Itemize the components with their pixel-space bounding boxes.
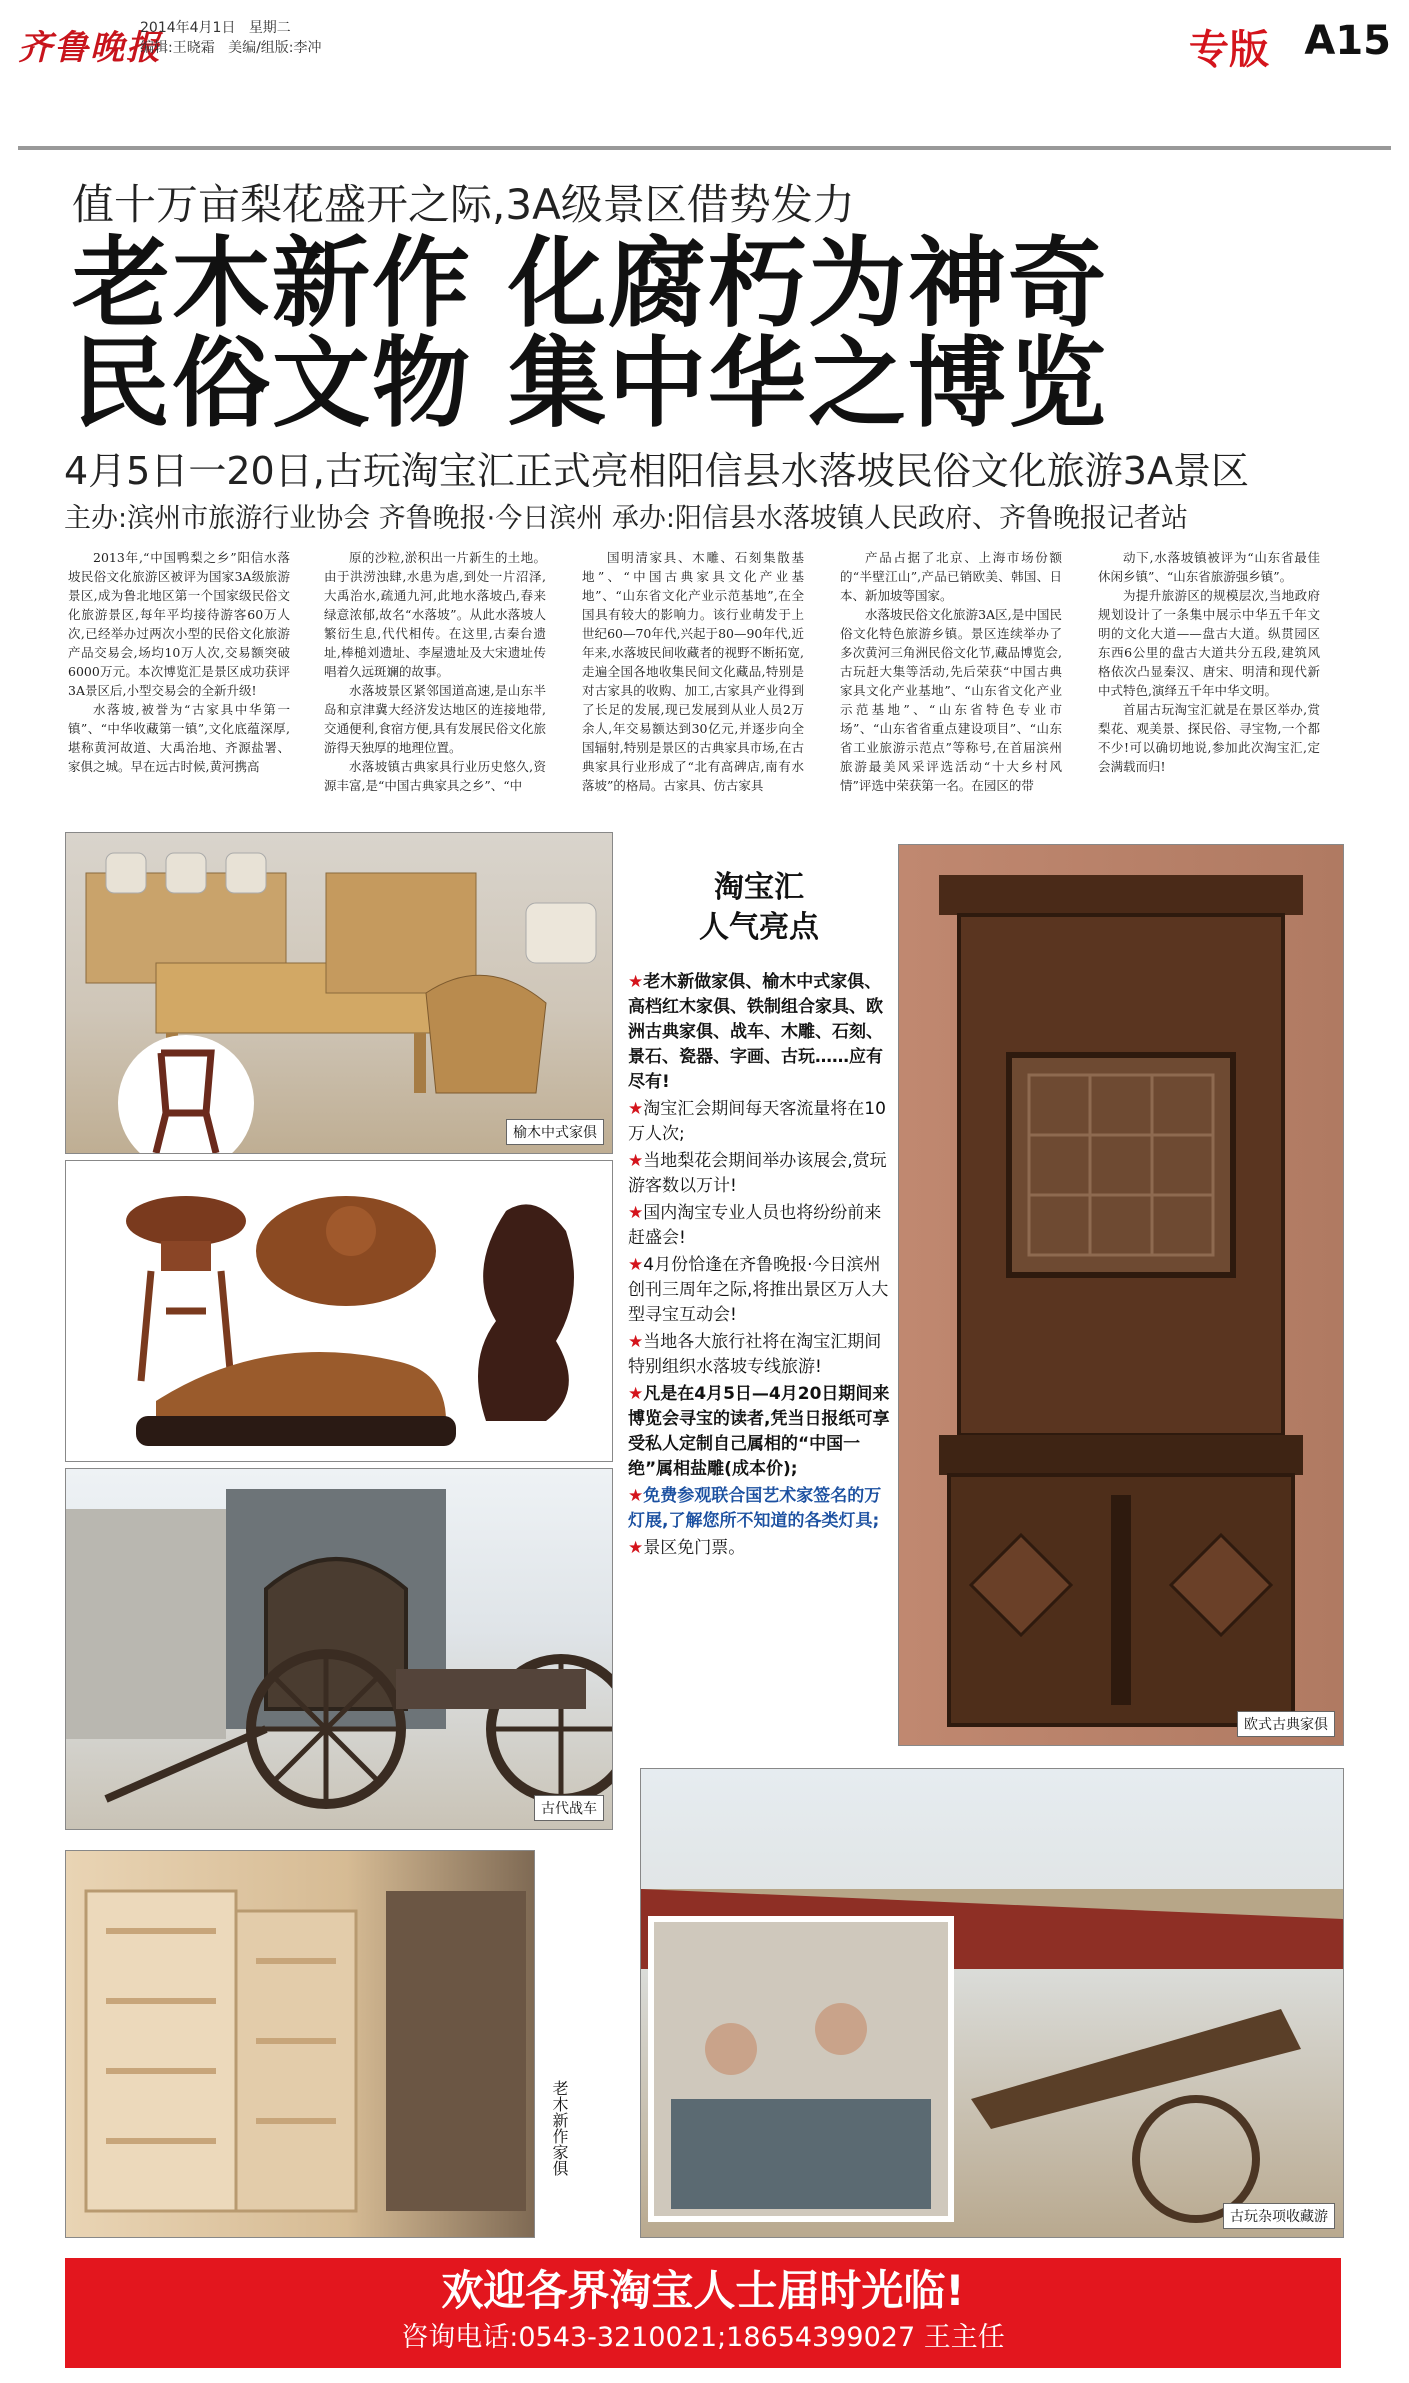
list-item: ★老木新做家俱、榆木中式家俱、高档红木家俱、铁制组合家具、欧洲古典家俱、战车、木雕、石刻、景石、瓷器、字画、古玩……应有尽有!	[628, 972, 883, 1092]
paragraph: 为提升旅游区的规模层次,当地政府规划设计了一条集中展示中华五千年文明的文化大道——盘古大道。纵贯园区东西6公里的盘古大道共分五段,建筑风格依次凸显秦汉、唐宋、明清和现代新中式特色,演绎五千年中华文明。	[1098, 588, 1320, 698]
photo-wood-carvings	[65, 1160, 613, 1462]
antique-collection-illustration	[641, 1769, 1343, 2237]
issue-weekday: 星期二	[248, 20, 291, 36]
page-number: A15	[1304, 18, 1391, 64]
sponsor-line: 主办:滨州市旅游行业协会 齐鲁晚报·今日滨州 承办:阳信县水落坡镇人民政府、齐鲁晚报记者站	[64, 503, 1188, 534]
star-icon: ★	[628, 1203, 644, 1223]
highlights-title-1: 淘宝汇	[714, 870, 804, 905]
photo-ancient-chariot	[65, 1468, 613, 1830]
paragraph: 水落坡镇古典家具行业历史悠久,资源丰富,是“中国古典家具之乡”、“中	[324, 759, 546, 793]
body-column-1	[68, 548, 290, 776]
star-icon: ★	[628, 972, 644, 992]
chariot-illustration	[66, 1469, 612, 1829]
article-deck: 4月5日一20日,古玩淘宝汇正式亮相阳信县水落坡民俗文化旅游3A景区	[64, 449, 1249, 493]
list-item: ★国内淘宝专业人员也将纷纷前来赶盛会!	[628, 1203, 882, 1248]
list-item: ★免费参观联合国艺术家签名的万灯展,了解您所不知道的各类灯具;	[628, 1486, 882, 1531]
star-icon: ★	[628, 1151, 644, 1171]
star-icon: ★	[628, 1099, 644, 1119]
elm-furniture-illustration	[66, 833, 612, 1153]
newspaper-logo: 齐鲁晚报	[18, 28, 162, 68]
headline-line-2: 民俗文物 集中华之博览	[72, 327, 1109, 441]
old-wood-furniture-illustration	[66, 1851, 534, 2237]
list-item: ★景区免门票。	[628, 1538, 746, 1558]
paragraph: 水落坡民俗文化旅游3A区,是中国民俗文化特色旅游乡镇。景区连续举办了多次黄河三角洲民俗文化节,藏品博览会,古玩赶大集等活动,先后荣获“中国古典家具文化产业基地”、“山东省文化产业示范基地”、“山东省特色专业市场”、“山东省省重点建设项目”、“山东省工业旅游示范点”等称号,在首届滨州旅游最美风采评选活动“十大乡村风情”评选中荣获第一名。在园区的带	[840, 607, 1062, 793]
star-icon: ★	[628, 1538, 644, 1558]
star-icon: ★	[628, 1332, 644, 1352]
highlights-list	[628, 970, 890, 1561]
list-item: ★当地各大旅行社将在淘宝汇期间特别组织水落坡专线旅游!	[628, 1332, 882, 1377]
highlights-box	[628, 868, 890, 1728]
masthead-meta	[140, 18, 322, 58]
paragraph: 水落坡景区紧邻国道高速,是山东半岛和京津冀大经济发达地区的连接地带,交通便利,食宿方便,具有发展民俗文化旅游得天独厚的地理位置。	[324, 683, 546, 755]
list-item: ★淘宝汇会期间每天客流量将在10万人次;	[628, 1099, 886, 1144]
photo-old-wood-furniture	[65, 1850, 535, 2238]
caption-old-wood-furniture: 老木新作家俱	[550, 2080, 569, 2176]
european-cabinet-illustration	[899, 845, 1343, 1745]
designer-credit: 美编/组版:李冲	[228, 40, 322, 56]
paragraph: 水落坡,被誉为“古家具中华第一镇”、“中华收藏第一镇”,文化底蕴深厚,堪称黄河故道、大禹治地、齐源盐署、家俱之城。早在远古时候,黄河携高	[68, 702, 290, 774]
article-kicker: 值十万亩梨花盛开之际,3A级景区借势发力	[72, 180, 855, 229]
star-icon: ★	[628, 1384, 644, 1404]
section-badge: 专版	[1189, 27, 1269, 73]
footer-welcome: 欢迎各界淘宝人士届时光临!	[441, 2266, 965, 2315]
paragraph: 2013年,“中国鸭梨之乡”阳信水落坡民俗文化旅游区被评为国家3A级旅游景区,成为鲁北地区第一个国家级民俗文化旅游景区,每年平均接待游客60万人次,已经举办过两次小型的民俗文化旅游产品交易会,场均10万人次,交易额突破6000万元。本次博览汇是景区成功获评3A景区后,小型交易会的全新升级!	[68, 550, 290, 698]
footer-contact: 咨询电话:0543-3210021;18654399027 王主任	[401, 2322, 1005, 2353]
photo-elm-furniture	[65, 832, 613, 1154]
issue-date: 2014年4月1日	[140, 20, 236, 36]
caption-elm-furniture: 榆木中式家俱	[506, 1119, 604, 1145]
list-item: ★当地梨花会期间举办该展会,赏玩游客数以万计!	[628, 1151, 887, 1196]
caption-european-furniture: 欧式古典家俱	[1237, 1711, 1335, 1737]
caption-antique-collection: 古玩杂项收藏游	[1223, 2203, 1335, 2229]
highlights-title-2: 人气亮点	[699, 910, 819, 945]
wood-carvings-illustration	[66, 1161, 612, 1461]
list-item: ★4月份恰逢在齐鲁晚报·今日滨州创刊三周年之际,将推出景区万人大型寻宝互动会!	[628, 1255, 889, 1325]
list-item: ★凡是在4月5日—4月20日期间来博览会寻宝的读者,凭当日报纸可享受私人定制自己属相的“中国一绝”属相盐雕(成本价);	[628, 1384, 890, 1479]
paragraph: 动下,水落坡镇被评为“山东省最佳休闲乡镇”、“山东省旅游强乡镇”。	[1098, 550, 1320, 584]
body-column-4	[840, 548, 1062, 795]
header-rule	[18, 146, 1391, 150]
paragraph: 国明清家具、木雕、石刻集散基地”、“中国古典家具文化产业基地”、“山东省文化产业示范基地”,在全国具有较大的影响力。该行业萌发于上世纪60—70年代,兴起于80—90年代,近年来,水落坡民间收藏者的视野不断拓宽,走遍全国各地收集民间文化藏品,特别是对古家具的收购、加工,古家具产业得到了长足的发展,现已发展到从业人员2万余人,年交易额达到30亿元,并逐步向全国辐射,特别是景区的古典家具市场,在古典家具行业形成了“北有高碑店,南有水落坡”的格局。古家具、仿古家具	[582, 550, 804, 793]
editor-credit: 编辑:王晓霜	[140, 40, 215, 56]
footer-banner	[65, 2258, 1341, 2368]
photo-antique-collection	[640, 1768, 1344, 2238]
body-column-3	[582, 548, 804, 795]
body-column-2	[324, 548, 546, 795]
photo-european-furniture	[898, 844, 1344, 1746]
paragraph: 原的沙粒,淤积出一片新生的土地。由于洪涝浊肆,水患为虐,到处一片沼泽,大禹治水,疏通九河,此地水落坡凸,春来绿意浓郁,故名“水落坡”。从此水落坡人繁衍生息,代代相传。在这里,古秦台遗址,棒槌刘遗址、李屋遗址及大宋遗址传唱着久远斑斓的故事。	[324, 550, 546, 679]
star-icon: ★	[628, 1486, 644, 1506]
paragraph: 产品占据了北京、上海市场份额的“半壁江山”,产品已销欧美、韩国、日本、新加坡等国家。	[840, 550, 1062, 603]
star-icon: ★	[628, 1255, 644, 1275]
caption-ancient-chariot: 古代战车	[534, 1795, 604, 1821]
paragraph: 首届古玩淘宝汇就是在景区举办,赏梨花、观美景、探民俗、寻宝物,一个都不少!可以确切地说,参加此次淘宝汇,定会满载而归!	[1098, 702, 1320, 774]
body-column-5	[1098, 548, 1320, 776]
headline-line-1: 老木新作 化腐朽为神奇	[72, 227, 1109, 341]
